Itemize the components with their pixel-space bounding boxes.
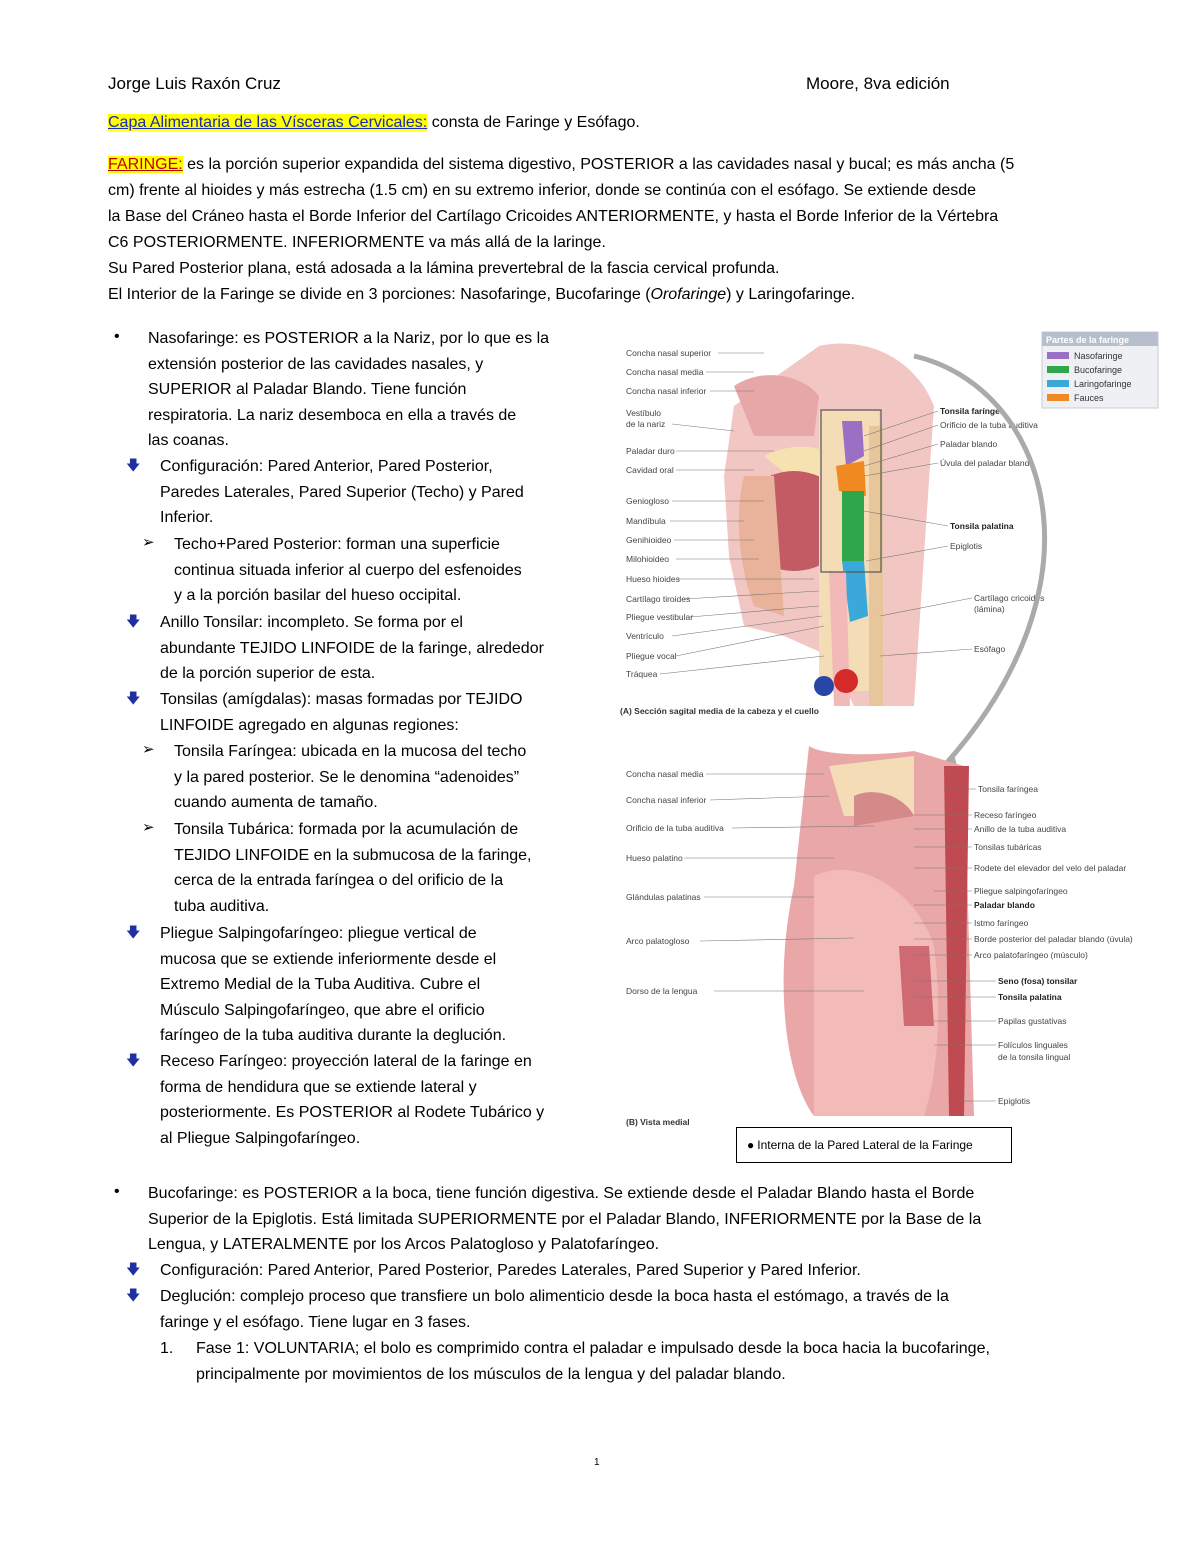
label-b-right: Tonsila faríngea — [978, 784, 1039, 794]
label-a-right: Orificio de la tuba auditiva — [940, 420, 1038, 430]
legend-swatch-bucofaringe — [1047, 366, 1069, 373]
label-b-left: Glándulas palatinas — [626, 892, 701, 902]
label-a-right: Esófago — [974, 644, 1006, 654]
legend-swatch-nasofaringe — [1047, 352, 1069, 359]
label-a-left: Concha nasal superior — [626, 348, 712, 358]
arrow-bullet-icon: 🡇 — [126, 1287, 141, 1303]
arrow-bullet-icon: 🡇 — [126, 613, 141, 629]
arrow-bullet-icon: 🡇 — [126, 1261, 141, 1277]
arrow-bullet-icon: 🡇 — [126, 690, 141, 706]
faringe-line-3: la Base del Cráneo hasta el Borde Inferior del Cartílago Cricoides ANTERIORMENTE, y hasta el Borde Inferior de la Vértebra — [108, 208, 999, 225]
label-b-left: Dorso de la lengua — [626, 986, 698, 996]
panel-a-right-labels — [940, 406, 1044, 654]
label-b-right: Tonsila palatina — [998, 992, 1062, 1002]
legend-label-fauces: Fauces — [1074, 393, 1104, 403]
buco-deglucion: Deglución: complejo proceso que transfiere un bolo alimenticio desde la boca hasta el estómago, a través de la faringe y el esófago. Tiene lugar en 3 fases. — [160, 1288, 949, 1331]
author-name: Jorge Luis Raxón Cruz — [108, 74, 281, 93]
label-a-left: Paladar duro — [626, 446, 675, 456]
label-a-right: (lámina) — [974, 604, 1005, 614]
fase1-text: Fase 1: VOLUNTARIA; el bolo es comprimido contra el paladar e impulsado desde la boca hacia la bucofaringe, principalmente por movimientos de los músculos de la lengua y del paladar blando. — [196, 1340, 990, 1383]
label-a-left: Milohioideo — [626, 554, 669, 564]
buco-config: Configuración: Pared Anterior, Pared Posterior, Paredes Laterales, Pared Superior y Pared Inferior. — [160, 1262, 861, 1279]
naso-config: Configuración: Pared Anterior, Pared Posterior, Paredes Laterales, Pared Superior (Techo) y Pared Inferior. — [160, 458, 524, 527]
legend-title: Partes de la faringe — [1046, 335, 1130, 345]
source-reference: Moore, 8va edición — [806, 74, 950, 93]
naso-anillo: Anillo Tonsilar: incompleto. Se forma por el abundante TEJIDO LINFOIDE de la faringe, alrededor de la porción superior de esta. — [160, 614, 544, 683]
panel-b-caption: (B) Vista medial — [626, 1117, 690, 1127]
label-b-right: Arco palatofaríngeo (músculo) — [974, 950, 1088, 960]
label-a-left: Genihioideo — [626, 535, 672, 545]
label-b-left: Arco palatogloso — [626, 936, 690, 946]
faringe-line-4: C6 POSTERIORMENTE. INFERIORMENTE va más allá de la laringe. — [108, 234, 606, 251]
label-b-right: Pliegue salpingofaríngeo — [974, 886, 1068, 896]
faringe-label: FARINGE: — [108, 156, 183, 173]
arrow-bullet-icon: 🡇 — [126, 457, 141, 473]
section-title — [108, 110, 640, 136]
naso-pliegue: Pliegue Salpingofaríngeo: pliegue vertical de mucosa que se extiende inferiormente desde el Extremo Medial de la Tuba Auditiva. Cubre el Músculo Salpingofaríngeo, que abre el orificio faríngeo de la tuba auditiva durante la deglución. — [160, 925, 507, 1045]
label-b-left: Concha nasal inferior — [626, 795, 707, 805]
faringe-line-1: FARINGE: es la porción superior expandida del sistema digestivo, POSTERIOR a las cavidades nasal y bucal; es más ancha (5 — [108, 156, 1015, 173]
label-a-left: de la nariz — [626, 419, 666, 429]
label-b-right: Epiglotis — [998, 1096, 1031, 1106]
naso-tonsilas: Tonsilas (amígdalas): masas formadas por TEJIDO LINFOIDE agregado en algunas regiones: — [160, 691, 523, 734]
label-a-left: Pliegue vocal — [626, 651, 677, 661]
legend-swatch-fauces — [1047, 394, 1069, 401]
nasofaringe-text: Nasofaringe: es POSTERIOR a la Nariz, por lo que es la extensión posterior de las cavidades nasales, y SUPERIOR al Paladar Blando. Tiene función respiratoria. La nariz desemboca en ella a través de las coanas. — [148, 330, 550, 450]
label-a-right: Tonsila faríngea — [940, 406, 1005, 416]
legend-swatch-laringofaringe — [1047, 380, 1069, 387]
label-b-right: de la tonsila lingual — [998, 1052, 1071, 1062]
label-b-right: Folículos linguales — [998, 1040, 1068, 1050]
faringe-line-2: cm) frente al hioides y más estrecha (1.5 cm) en su extremo inferior, donde se continúa con el esófago. Se extiende desde — [108, 182, 977, 199]
label-a-left: Concha nasal inferior — [626, 386, 707, 396]
label-b-left: Hueso palatino — [626, 853, 683, 863]
curved-arrow-icon — [914, 356, 1045, 766]
label-a-right: Úvula del paladar blando — [940, 458, 1035, 468]
legend-label-nasofaringe: Nasofaringe — [1074, 351, 1123, 361]
label-b-right: Istmo faríngeo — [974, 918, 1029, 928]
chevron-bullet-icon: ➢ — [142, 819, 155, 836]
label-b-left: Orificio de la tuba auditiva — [626, 823, 724, 833]
chevron-bullet-icon: ➢ — [142, 741, 155, 758]
panel-a-left-labels — [626, 348, 711, 679]
label-a-right: Paladar blando — [940, 439, 998, 449]
label-b-right: Paladar blando — [974, 900, 1035, 910]
figure-caption-box — [736, 1127, 1012, 1163]
label-b-right: Papilas gustativas — [998, 1016, 1067, 1026]
label-b-right: Rodete del elevador del velo del paladar — [974, 863, 1127, 873]
legend-label-bucofaringe: Bucofaringe — [1074, 365, 1123, 375]
label-a-left: Pliegue vestibular — [626, 612, 694, 622]
arrow-bullet-icon: 🡇 — [126, 924, 141, 940]
label-b-right: Tonsilas tubáricas — [974, 842, 1042, 852]
label-a-left: Tráquea — [626, 669, 658, 679]
label-a-left: Hueso hioides — [626, 574, 680, 584]
naso-tonsila-faringea: Tonsila Faríngea: ubicada en la mucosa del techo y la pared posterior. Se le denomina “adenoides” cuando aumenta de tamaño. — [174, 743, 527, 812]
panel-b-right-labels — [974, 784, 1133, 1106]
bullet-dot: • — [114, 1183, 120, 1200]
title-highlight: Capa Alimentaria de las Vísceras Cervicales: — [108, 114, 428, 131]
label-a-left: Ventrículo — [626, 631, 664, 641]
arrow-bullet-icon: 🡇 — [126, 1052, 141, 1068]
bullet-circle-icon: ● — [747, 1138, 755, 1152]
faringe-divide-line: El Interior de la Faringe se divide en 3 porciones: Nasofaringe, Bucofaringe (Orofaringe) y Laringofaringe. — [108, 286, 856, 303]
label-b-left: Concha nasal media — [626, 769, 704, 779]
label-b-right: Receso faríngeo — [974, 810, 1037, 820]
label-a-right: Tonsila palatina — [950, 521, 1014, 531]
pharynx-anatomy-figure — [614, 326, 1166, 1128]
panel-a-caption: (A) Sección sagital media de la cabeza y el cuello — [620, 706, 819, 716]
panel-b-left-labels — [626, 769, 724, 996]
naso-tonsila-tubarica: Tonsila Tubárica: formada por la acumulación de TEJIDO LINFOIDE en la submucosa de la faringe, cerca de la entrada faríngea o del orificio de la tuba auditiva. — [174, 821, 532, 915]
label-a-left: Cavidad oral — [626, 465, 674, 475]
bucofaringe-text: Bucofaringe: es POSTERIOR a la boca, tiene función digestiva. Se extiende desde el Paladar Blando hasta el Borde Superior de la Epiglotis. Está limitada SUPERIORMENTE por el Paladar Blando, INFERIORMENTE por la Base de la Lengua, y LATERALMENTE por los Arcos Palatogloso y Palatofaríngeo. — [148, 1185, 982, 1254]
label-a-right: Cartílago cricoides — [974, 593, 1045, 603]
pharynx-parts-legend — [1042, 332, 1158, 408]
label-a-left: Concha nasal media — [626, 367, 704, 377]
naso-techo: Techo+Pared Posterior: forman una superficie continua situada inferior al cuerpo del esfenoides y a la porción basilar del hueso occipital. — [174, 536, 522, 605]
title-rest: consta de Faringe y Esófago. — [427, 114, 640, 131]
legend-label-laringofaringe: Laringofaringe — [1074, 379, 1132, 389]
label-b-right: Anillo de la tuba auditiva — [974, 824, 1067, 834]
label-a-left: Cartílago tiroides — [626, 594, 691, 604]
faringe-line-5: Su Pared Posterior plana, está adosada a la lámina prevertebral de la fascia cervical profunda. — [108, 260, 780, 277]
label-a-right: Epiglotis — [950, 541, 983, 551]
chevron-bullet-icon: ➢ — [142, 534, 155, 551]
page-number: 1 — [594, 1457, 600, 1468]
figure-caption-text: Interna de la Pared Lateral de la Faringe — [757, 1138, 973, 1152]
medial-view-illustration — [784, 746, 974, 1116]
label-b-right: Borde posterior del paladar blando (úvula) — [974, 934, 1133, 944]
label-b-right: Seno (fosa) tonsilar — [998, 976, 1078, 986]
bullet-dot: • — [114, 328, 120, 345]
label-a-left: Geniogloso — [626, 496, 670, 506]
sagittal-section-illustration — [724, 344, 934, 707]
label-a-left: Vestíbulo — [626, 408, 661, 418]
naso-receso: Receso Faríngeo: proyección lateral de la faringe en forma de hendidura que se extiende lateral y posteriormente. Es POSTERIOR al Rodete Tubárico y al Pliegue Salpingofaríngeo. — [160, 1053, 545, 1147]
fase1-number: 1. — [160, 1340, 174, 1357]
label-a-left: Mandíbula — [626, 516, 666, 526]
